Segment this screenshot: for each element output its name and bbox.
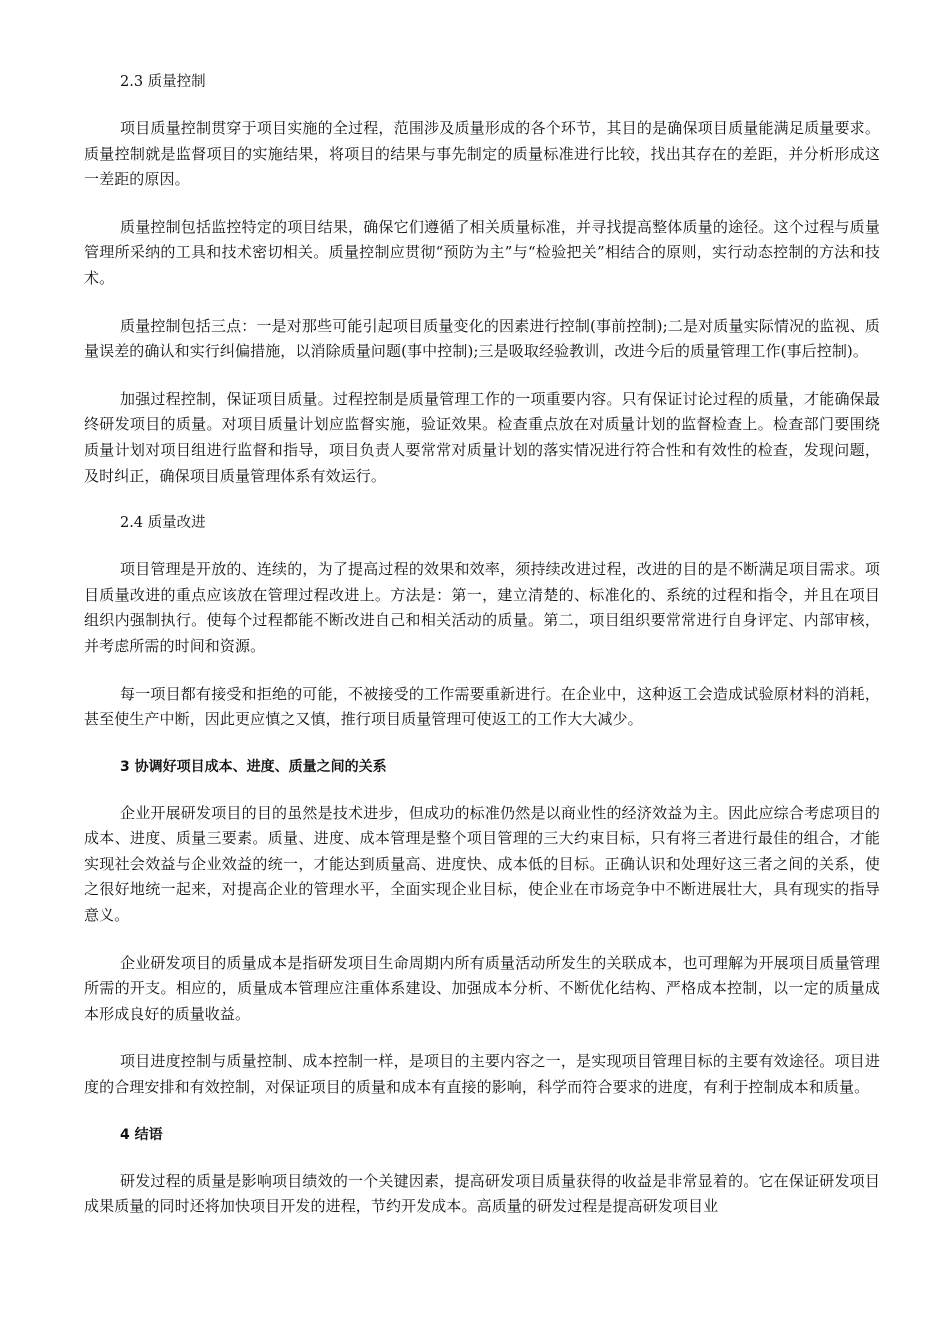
paragraph: 项目进度控制与质量控制、成本控制一样，是项目的主要内容之一，是实现项目管理目标的主要有效途径。项目进度的合理安排和有效控制，对保证项目的质量和成本有直接的影响，科学而符合要求的进度，有利于控制成本和质量。 — [84, 1052, 880, 1097]
paragraph: 质量控制包括监控特定的项目结果，确保它们遵循了相关质量标准，并寻找提高整体质量的途径。这个过程与质量管理所采纳的工具和技术密切相关。质量控制应贯彻“预防为主”与“检验把关”相结合的原则，实行动态控制的方法和技术。 — [84, 217, 880, 287]
document-page — [84, 70, 880, 1242]
section-heading-2-3: 2.3 质量控制 — [120, 74, 206, 90]
paragraph: 项目质量控制贯穿于项目实施的全过程，范围涉及质量形成的各个环节，其目的是确保项目质量能满足质量要求。质量控制就是监督项目的实施结果，将项目的结果与事先制定的质量标准进行比较，找出其存在的差距，并分析形成这一差距的原因。 — [84, 119, 880, 189]
paragraph: 企业研发项目的质量成本是指研发项目生命周期内所有质量活动所发生的关联成本，也可理解为开展项目质量管理所需的开支。相应的，质量成本管理应注重体系建设、加强成本分析、不断优化结构、严格成本控制，以一定的质量成本形成良好的质量收益。 — [84, 953, 880, 1023]
section-heading-3: 3 协调好项目成本、进度、质量之间的关系 — [120, 758, 387, 775]
paragraph: 研发过程的质量是影响项目绩效的一个关键因素，提高研发项目质量获得的收益是非常显着的。它在保证研发项目成果质量的同时还将加快项目开发的进程，节约开发成本。高质量的研发过程是提高研发项目业 — [84, 1171, 880, 1216]
paragraph: 企业开展研发项目的目的虽然是技术进步，但成功的标准仍然是以商业性的经济效益为主。因此应综合考虑项目的成本、进度、质量三要素。质量、进度、成本管理是整个项目管理的三大约束目标，只有将三者进行最佳的组合，才能实现社会效益与企业效益的统一，才能达到质量高、进度快、成本低的目标。正确认识和处理好这三者之间的关系，使之很好地统一起来，对提高企业的管理水平，全面实现企业目标，使企业在市场竞争中不断进展壮大，具有现实的指导意义。 — [84, 803, 880, 925]
paragraph: 质量控制包括三点：一是对那些可能引起项目质量变化的因素进行控制(事前控制);二是对质量实际情况的监视、质量误差的确认和实行纠偏措施，以消除质量问题(事中控制);三是吸取经验教训，改进今后的质量管理工作(事后控制)。 — [84, 316, 880, 361]
paragraph: 项目管理是开放的、连续的，为了提高过程的效果和效率，须持续改进过程，改进的目的是不断满足项目需求。项目质量改进的重点应该放在管理过程改进上。方法是：第一，建立清楚的、标准化的、系统的过程和指令，并且在项目组织内强制执行。使每个过程都能不断改进自己和相关活动的质量。第二，项目组织要常常进行自身评定、内部审核，并考虑所需的时间和资源。 — [84, 560, 880, 655]
section-heading-4: 4 结语 — [120, 1126, 163, 1143]
paragraph: 每一项目都有接受和拒绝的可能，不被接受的工作需要重新进行。在企业中，这种返工会造成试验原材料的消耗，甚至使生产中断，因此更应慎之又慎，推行项目质量管理可使返工的工作大大减少。 — [84, 684, 880, 729]
paragraph: 加强过程控制，保证项目质量。过程控制是质量管理工作的一项重要内容。只有保证讨论过程的质量，才能确保最终研发项目的质量。对项目质量计划应监督实施，验证效果。检查重点放在对质量计划的监督检查上。检查部门要围绕质量计划对项目组进行监督和指导，项目负责人要常常对质量计划的落实情况进行符合性和有效性的检查，发现问题，及时纠正，确保项目质量管理体系有效运行。 — [84, 389, 880, 485]
section-heading-2-4: 2.4 质量改进 — [120, 515, 206, 532]
